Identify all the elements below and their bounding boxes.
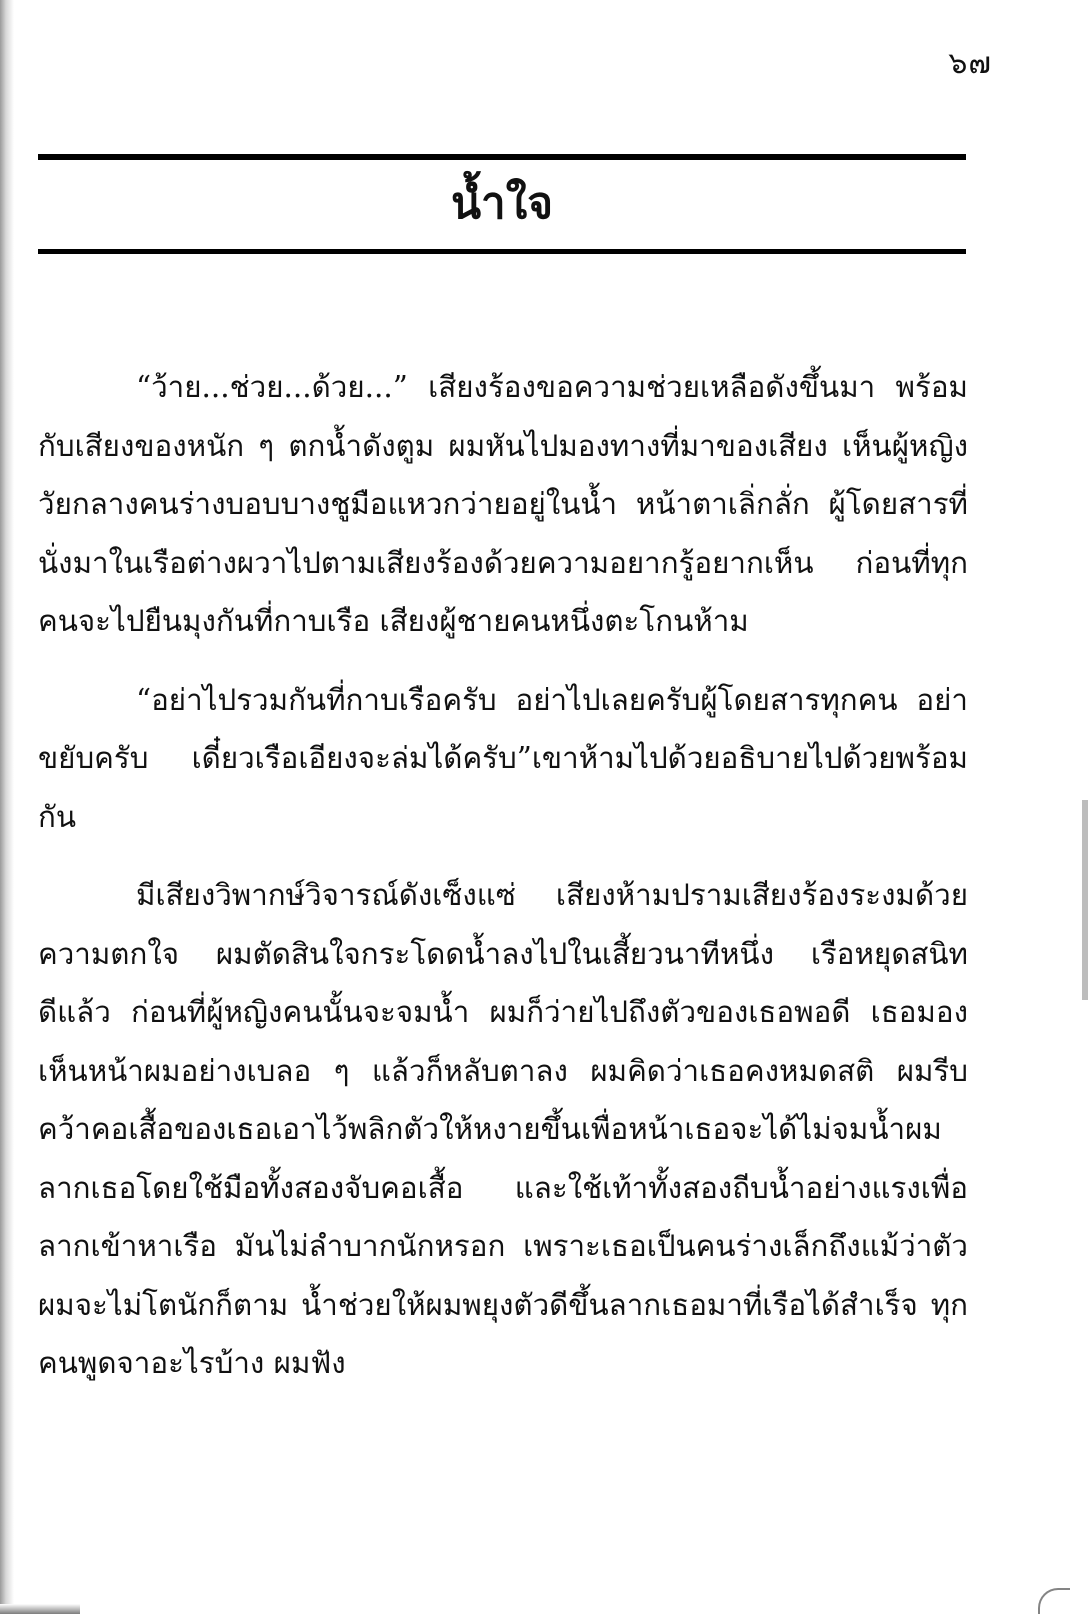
chapter-title: น้ำใจ xyxy=(450,178,554,229)
scan-corner-mark xyxy=(1038,1588,1070,1614)
title-bottom-rule xyxy=(38,249,966,254)
body-text xyxy=(38,358,968,1413)
paragraph-3: มีเสียงวิพากษ์วิจารณ์ดังเซ็งแซ่ เสียงห้ามปรามเสียงร้องระงมด้วยความตกใจ ผมตัดสินใจกระโดดน้ำลงไปในเสี้ยวนาทีหนึ่ง เรือหยุดสนิทดีแล้ว ก่อนที่ผู้หญิงคนนั้นจะจมน้ำ ผมก็ว่ายไปถึงตัวของเธอพอดี เธอมองเห็นหน้าผมอย่างเบลอ ๆ แล้วก็หลับตาลง ผมคิดว่าเธอคงหมดสติ ผมรีบคว้าคอเสื้อของเธอเอาไว้พลิกตัวให้หงายขึ้นเพื่อหน้าเธอจะได้ไม่จมน้ำผมลากเธอโดยใช้มือทั้งสองจับคอเสื้อ และใช้เท้าทั้งสองถีบน้ำอย่างแรงเพื่อลากเข้าหาเรือ มันไม่ลำบากนักหรอก เพราะเธอเป็นคนร่างเล็กถึงแม้ว่าตัวผมจะไม่โตนักก็ตาม น้ำช่วยให้ผมพยุงตัวดีขึ้นลากเธอมาที่เรือได้สำเร็จ ทุกคนพูดจาอะไรบ้าง ผมฟัง xyxy=(38,878,968,1380)
title-top-rule xyxy=(38,154,966,160)
paragraph-2: “อย่าไปรวมกันที่กาบเรือครับ อย่าไปเลยครับผู้โดยสารทุกคน อย่าขยับครับ เดี๋ยวเรือเอียงจะล่มได้ครับ”เขาห้ามไปด้วยอธิบายไปด้วยพร้อมกัน xyxy=(38,682,968,834)
scan-right-edge-mark xyxy=(1082,800,1088,1000)
paragraph-1: “ว้าย...ช่วย...ด้วย...” เสียงร้องขอความช่วยเหลือดังขึ้นมา พร้อมกับเสียงของหนัก ๆ ตกน้ำดังตูม ผมหันไปมองทางที่มาของเสียง เห็นผู้หญิงวัยกลางคนร่างบอบบางชูมือแหวกว่ายอยู่ในน้ำ หน้าตาเลิ่กลั่ก ผู้โดยสารที่นั่งมาในเรือต่างผวาไปตามเสียงร้องด้วยความอยากรู้อยากเห็น ก่อนที่ทุกคนจะไปยืนมุงกันที่กาบเรือ เสียงผู้ชายคนหนึ่งตะโกนห้าม xyxy=(38,370,968,638)
page-number: ๖๗ xyxy=(948,46,992,81)
scan-bottom-left-shadow xyxy=(0,1604,80,1614)
scan-left-edge-shadow xyxy=(0,0,14,1614)
